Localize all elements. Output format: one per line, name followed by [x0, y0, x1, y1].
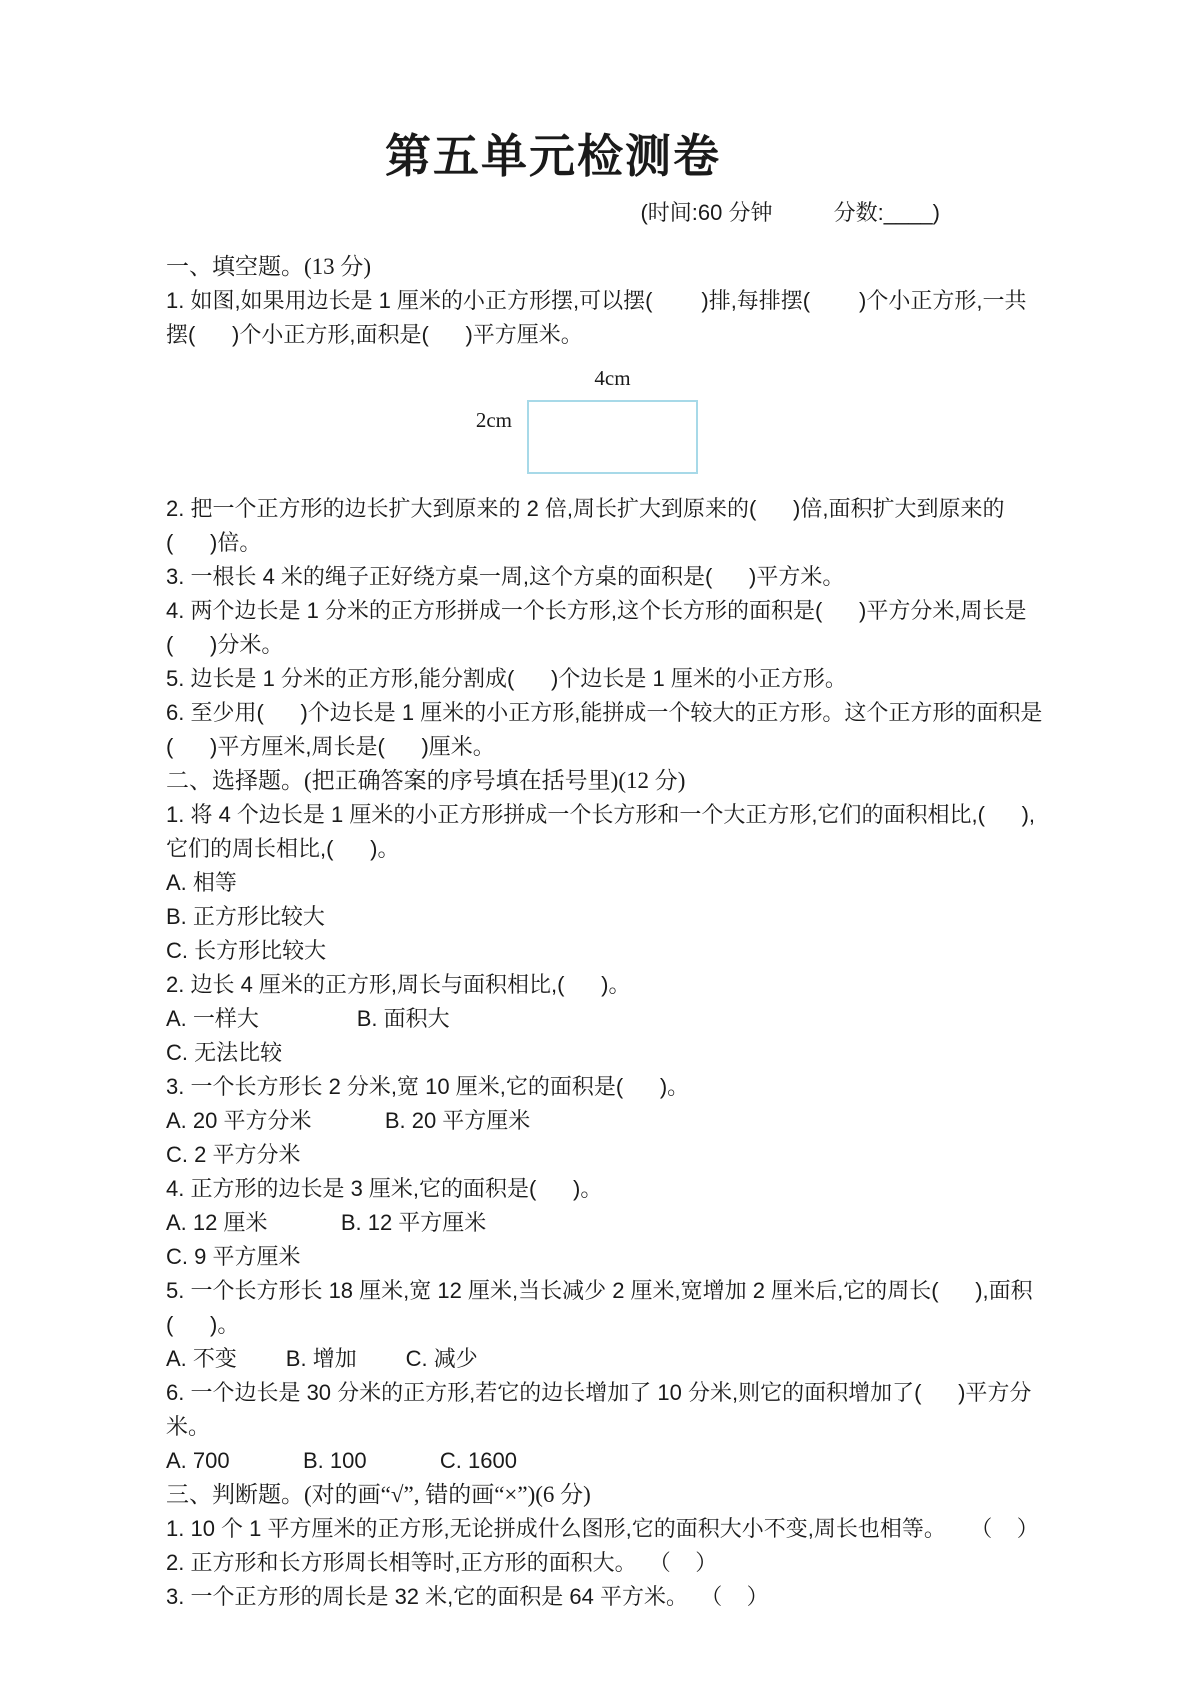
choice-q5-line1: 5. 一个长方形长 18 厘米,宽 12 厘米,当长减少 2 厘米,宽增加 2 厘米后,它的周长( ),面积	[166, 1278, 1033, 1303]
choice-q6-line2: 米。	[166, 1414, 211, 1439]
spacer	[166, 228, 1066, 250]
choice-q2-option-c: C. 无法比较	[166, 1040, 283, 1065]
fill-q1-line2: 摆( )个小正方形,面积是( )平方厘米。	[166, 322, 583, 347]
section-judge-header: 三、判断题。(对的画“√”, 错的画“×”)(6 分)	[166, 1482, 591, 1507]
fill-q6-line2: ( )平方厘米,周长是( )厘米。	[166, 734, 495, 759]
judge-q1: 1. 10 个 1 平方厘米的正方形,无论拼成什么图形,它的面积大小不变,周长也相等。 （ ）	[166, 1516, 1039, 1541]
paper-content	[166, 128, 1066, 1614]
fill-q4-line1: 4. 两个边长是 1 分米的正方形拼成一个长方形,这个长方形的面积是( )平方分米,周长是	[166, 598, 1027, 623]
choice-q6-options-abc: A. 700 B. 100 C. 1600	[166, 1448, 517, 1473]
fill-q6-line1: 6. 至少用( )个边长是 1 厘米的小正方形,能拼成一个较大的正方形。这个正方形的面积是	[166, 700, 1043, 725]
choice-q1-line1: 1. 将 4 个边长是 1 厘米的小正方形拼成一个长方形和一个大正方形,它们的面积相比,( ),	[166, 802, 1036, 827]
choice-q4: 4. 正方形的边长是 3 厘米,它的面积是( )。	[166, 1176, 603, 1201]
choice-q1-option-a: A. 相等	[166, 870, 237, 895]
choice-q2-options-ab: A. 一样大 B. 面积大	[166, 1006, 450, 1031]
choice-q3: 3. 一个长方形长 2 分米,宽 10 厘米,它的面积是( )。	[166, 1074, 690, 1099]
choice-q4-option-c: C. 9 平方厘米	[166, 1244, 301, 1269]
fill-q4-line2: ( )分米。	[166, 632, 284, 657]
choice-q3-options-ab: A. 20 平方分米 B. 20 平方厘米	[166, 1108, 531, 1133]
choice-q1-line2: 它们的周长相比,( )。	[166, 836, 400, 861]
judge-q2: 2. 正方形和长方形周长相等时,正方形的面积大。 （ ）	[166, 1550, 718, 1575]
section-choice-header: 二、选择题。(把正确答案的序号填在括号里)(12 分)	[166, 768, 686, 793]
choice-q3-option-c: C. 2 平方分米	[166, 1142, 301, 1167]
figure-height-label: 2cm	[475, 408, 512, 432]
figure-width-label: 4cm	[594, 366, 631, 390]
choice-q1-option-c: C. 长方形比较大	[166, 938, 327, 963]
figure-rectangle	[527, 400, 698, 474]
section-fill-header: 一、填空题。(13 分)	[166, 254, 372, 279]
choice-q1-option-b: B. 正方形比较大	[166, 904, 325, 929]
choice-q2: 2. 边长 4 厘米的正方形,周长与面积相比,( )。	[166, 972, 631, 997]
choice-q4-options-ab: A. 12 厘米 B. 12 平方厘米	[166, 1210, 487, 1235]
fill-q5: 5. 边长是 1 分米的正方形,能分割成( )个边长是 1 厘米的小正方形。	[166, 666, 847, 691]
page-title: 第五单元检测卷	[385, 131, 721, 182]
rectangle-figure	[166, 354, 1066, 486]
fill-q2-line1: 2. 把一个正方形的边长扩大到原来的 2 倍,周长扩大到原来的( )倍,面积扩大到原来的	[166, 496, 1005, 521]
choice-q5-options-abc: A. 不变 B. 增加 C. 减少	[166, 1346, 478, 1371]
judge-q3: 3. 一个正方形的周长是 32 米,它的面积是 64 平方米。 （ ）	[166, 1584, 769, 1609]
time-score-meta: (时间:60 分钟 分数:____)	[640, 200, 940, 225]
choice-q5-line2: ( )。	[166, 1312, 240, 1337]
fill-q2-line2: ( )倍。	[166, 530, 262, 555]
fill-q1-line1: 1. 如图,如果用边长是 1 厘米的小正方形摆,可以摆( )排,每排摆( )个小正方形,一共	[166, 288, 1027, 313]
choice-q6-line1: 6. 一个边长是 30 分米的正方形,若它的边长增加了 10 分米,则它的面积增加了( )平方分	[166, 1380, 1032, 1405]
fill-q3: 3. 一根长 4 米的绳子正好绕方桌一周,这个方桌的面积是( )平方米。	[166, 564, 845, 589]
